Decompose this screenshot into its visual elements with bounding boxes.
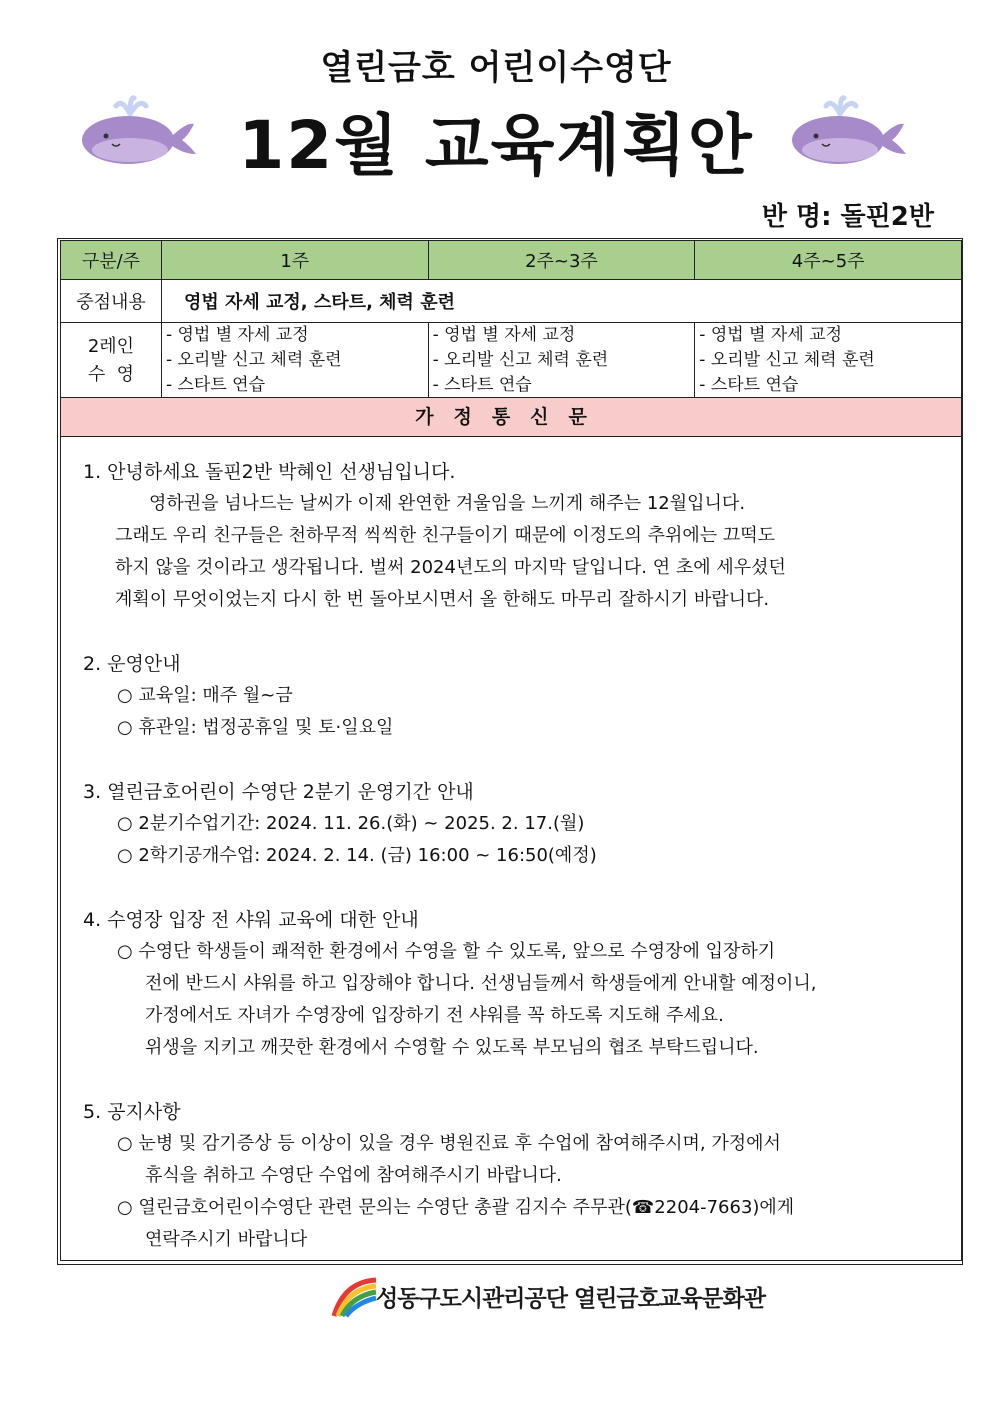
header-week-2-3: 2주~3주 [428,241,695,280]
newsletter-body [83,456,953,1256]
plan-item: - 영법 별 자세 교정 [432,325,576,345]
week-1-plan [161,323,428,399]
section-3-item: ○ 2학기공개수업: 2024. 2. 14. (금) 16:00 ~ 16:50(예정) [117,845,597,866]
lane-label-line-2: 수 영 [87,363,135,385]
section-1-line: 그래도 우리 친구들은 천하무적 씩씩한 친구들이기 때문에 이정도의 추위에는 끄떡도 [115,525,776,546]
plan-item: - 스타트 연습 [699,375,799,395]
plan-item: - 오리발 신고 체력 훈련 [432,350,609,370]
plan-item: - 오리발 신고 체력 훈련 [165,350,342,370]
section-5-item: ○ 눈병 및 감기증상 등 이상이 있을 경우 병원진료 후 수업에 참여해주시며, 가정에서 [117,1133,781,1154]
plan-item: - 영법 별 자세 교정 [165,325,309,345]
plan-item: - 스타트 연습 [432,375,532,395]
plan-item: - 스타트 연습 [165,375,265,395]
week-2-3-plan [428,323,695,399]
section-4-title: 4. 수영장 입장 전 샤워 교육에 대한 안내 [83,909,419,931]
section-2-title: 2. 운영안내 [83,653,181,675]
rainbow-logo-icon [330,1276,378,1320]
schedule-header-row [61,241,962,280]
section-1-line: 계획이 무엇이었는지 다시 한 번 돌아보시면서 올 한해도 마무리 잘하시기 바랍니다. [115,589,770,610]
section-5-title: 5. 공지사항 [83,1101,181,1123]
focus-label: 중점내용 [61,280,162,323]
class-name-label: 반 명: 돌핀2반 [761,202,934,232]
newsletter-box [60,397,962,1261]
header-week-4-5: 4주~5주 [695,241,962,280]
newsletter-title: 가정통신문 [61,398,961,437]
section-4-line: 위생을 지키고 깨끗한 환경에서 수영할 수 있도록 부모님의 협조 부탁드립니다. [145,1037,759,1058]
footer-org-name: 성동구도시관리공단 열린금호교육문화관 [376,1286,765,1312]
whale-icon-right [788,92,908,172]
section-5-line: 휴식을 취하고 수영단 수업에 참여해주시기 바랍니다. [145,1165,562,1186]
section-2-item: ○ 교육일: 매주 월~금 [117,685,293,706]
plan-item: - 영법 별 자세 교정 [699,325,843,345]
section-1-title: 1. 안녕하세요 돌핀2반 박혜인 선생님입니다. [83,461,456,483]
section-5-item: ○ 열린금호어린이수영단 관련 문의는 수영단 총괄 김지수 주무관(☎2204-7663)에게 [117,1197,795,1218]
section-2-item: ○ 휴관일: 법정공휴일 및 토·일요일 [117,717,394,738]
lane-label [61,323,162,399]
section-1-line: 영하권을 넘나드는 날씨가 이제 완연한 겨울임을 느끼게 해주는 12월입니다. [149,493,746,514]
section-5-line: 연락주시기 바랍니다 [145,1229,308,1250]
lane-label-line-1: 2레인 [87,335,135,357]
section-1-line: 하지 않을 것이라고 생각됩니다. 벌써 2024년도의 마지막 달입니다. 연 초에 세우셨던 [115,557,786,578]
schedule-table [60,240,962,399]
lane-row [61,323,962,399]
page-subtitle: 열린금호 어린이수영단 [320,48,672,88]
section-3-title: 3. 열린금호어린이 수영단 2분기 운영기간 안내 [83,781,474,803]
week-4-5-plan [695,323,962,399]
header-category: 구분/주 [61,241,162,280]
section-4-line: 가정에서도 자녀가 수영장에 입장하기 전 샤워를 꼭 하도록 지도해 주세요. [145,1005,724,1026]
footer-logo [330,1276,765,1320]
focus-text: 영법 자세 교정, 스타트, 체력 훈련 [161,280,961,323]
focus-row [61,280,962,323]
section-4-line: 전에 반드시 샤워를 하고 입장해야 합니다. 선생님들께서 학생들에게 안내할 예정이니, [145,973,817,994]
header-week-1: 1주 [161,241,428,280]
section-3-item: ○ 2분기수업기간: 2024. 11. 26.(화) ~ 2025. 2. 17.(월) [117,813,585,834]
section-4-item: ○ 수영단 학생들이 쾌적한 환경에서 수영을 할 수 있도록, 앞으로 수영장에 입장하기 [117,941,776,962]
plan-item: - 오리발 신고 체력 훈련 [699,350,875,370]
page-title: 12월 교육계획안 [238,107,754,184]
